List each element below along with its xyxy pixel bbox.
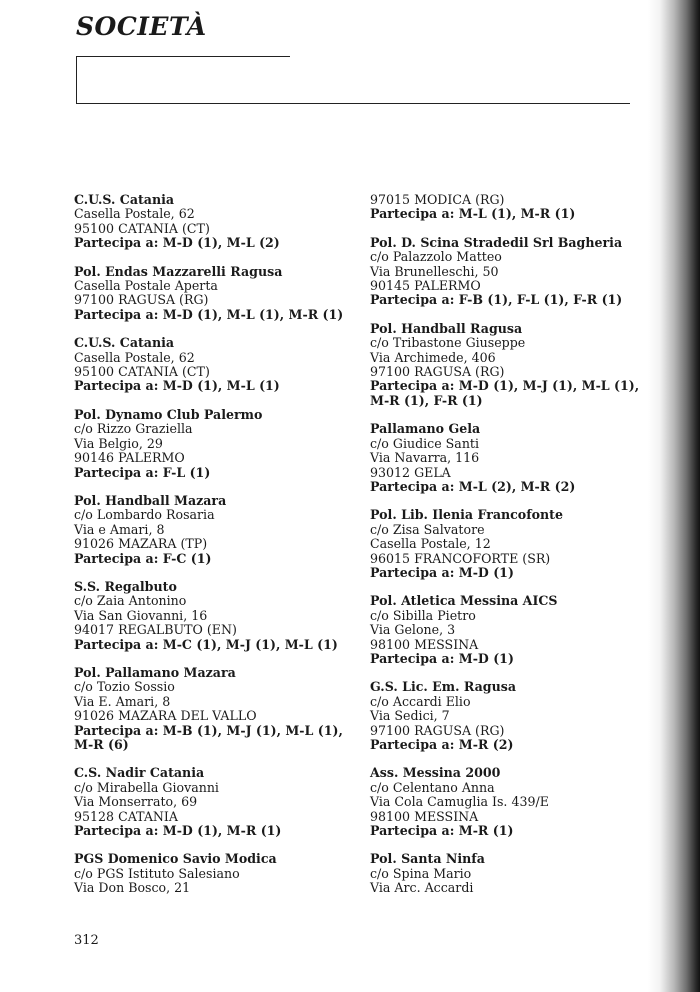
address-line: 90146 PALERMO <box>74 450 185 466</box>
address-line: Casella Postale Aperta <box>74 278 218 294</box>
address-line: c/o Tozio Sossio <box>74 679 175 695</box>
address-line: c/o Palazzolo Matteo <box>370 249 502 265</box>
binding-shadow <box>648 0 700 992</box>
address-line: 95128 CATANIA <box>74 808 179 824</box>
address-line: Via e Amari, 8 <box>74 521 165 537</box>
header-bottom-rule <box>76 103 630 104</box>
address-line: 95100 CATANIA (CT) <box>74 220 210 236</box>
participation-line: Partecipa a: M-D (1) <box>370 650 514 666</box>
society-entry <box>370 680 642 752</box>
address-line: Via Arc. Accardi <box>370 880 474 896</box>
participation-line: Partecipa a: M-C (1), M-J (1), M-L (1) <box>74 636 338 652</box>
society-name: Pol. Handball Mazara <box>74 492 227 508</box>
address-line: 97100 RAGUSA (RG) <box>370 722 505 738</box>
address-line: c/o Sibilla Pietro <box>370 607 476 623</box>
address-line: c/o Zisa Salvatore <box>370 521 485 537</box>
page-number: 312 <box>74 933 99 948</box>
address-line: 96015 FRANCOFORTE (SR) <box>370 550 551 566</box>
society-entry <box>74 336 364 394</box>
society-entry <box>74 494 364 566</box>
participation-line: Partecipa a: M-B (1), M-J (1), M-L (1), M-R (6) <box>74 722 343 752</box>
society-entry <box>74 666 364 752</box>
society-entry <box>370 322 642 408</box>
address-line: c/o Mirabella Giovanni <box>74 779 219 795</box>
address-line: Via Sedici, 7 <box>370 708 450 724</box>
page-title: SOCIETÀ <box>76 12 207 41</box>
participation-line: Partecipa a: M-L (2), M-R (2) <box>370 478 576 494</box>
address-line: Via Brunelleschi, 50 <box>370 263 499 279</box>
address-line: c/o Giudice Santi <box>370 435 480 451</box>
participation-line: Partecipa a: M-D (1), M-R (1) <box>74 823 282 839</box>
address-line: Via Gelone, 3 <box>370 622 456 638</box>
header-left-rule <box>76 56 77 104</box>
participation-line: Partecipa a: M-L (1), M-R (1) <box>370 206 576 222</box>
society-name: Ass. Messina 2000 <box>370 765 501 781</box>
society-name: G.S. Lic. Em. Ragusa <box>370 679 517 695</box>
society-entry <box>74 265 364 323</box>
participation-line: Partecipa a: M-R (2) <box>370 737 514 752</box>
address-line: c/o Zaia Antonino <box>74 593 187 609</box>
address-line: 93012 GELA <box>370 464 451 480</box>
address-line: c/o PGS Istituto Salesiano <box>74 865 240 881</box>
participation-line: Partecipa a: M-D (1), M-L (2) <box>74 235 280 251</box>
address-line: 94017 REGALBUTO (EN) <box>74 622 237 638</box>
society-name: Pol. Pallamano Mazara <box>74 664 236 680</box>
participation-line: Partecipa a: M-D (1), M-L (1), M-R (1) <box>74 306 344 322</box>
society-name: S.S. Regalbuto <box>74 578 177 594</box>
address-line: 91026 MAZARA DEL VALLO <box>74 708 257 724</box>
society-entry <box>74 766 364 838</box>
address-line: Via E. Amari, 8 <box>74 693 171 709</box>
society-entry <box>370 508 642 580</box>
address-line: 95100 CATANIA (CT) <box>74 364 210 380</box>
society-entry <box>74 193 364 251</box>
society-entry <box>74 852 364 895</box>
participation-line: Partecipa a: F-C (1) <box>74 550 212 566</box>
address-line: 97015 MODICA (RG) <box>370 192 505 207</box>
address-line: 91026 MAZARA (TP) <box>74 536 208 552</box>
address-line: c/o Tribastone Giuseppe <box>370 335 526 351</box>
society-name: C.U.S. Catania <box>74 192 175 207</box>
society-name: Pol. Handball Ragusa <box>370 320 523 336</box>
address-line: Casella Postale, 62 <box>74 349 195 365</box>
right-column <box>370 193 642 910</box>
society-name: Pol. Santa Ninfa <box>370 851 485 867</box>
address-line: 98100 MESSINA <box>370 808 479 824</box>
address-line: Via Archimede, 406 <box>370 349 496 365</box>
address-line: Via Belgio, 29 <box>74 435 163 451</box>
society-entry <box>74 408 364 480</box>
society-name: Pol. Atletica Messina AICS <box>370 593 558 609</box>
address-line: Casella Postale, 62 <box>74 206 195 222</box>
participation-line: Partecipa a: M-D (1), M-J (1), M-L (1), M-R (1), F-R (1) <box>370 378 640 408</box>
header-frame <box>76 56 630 104</box>
society-entry <box>370 594 642 666</box>
society-name: Pol. Endas Mazzarelli Ragusa <box>74 263 283 279</box>
society-name: Pol. Dynamo Club Palermo <box>74 406 263 422</box>
society-name: Pol. D. Scina Stradedil Srl Bagheria <box>370 234 623 250</box>
address-line: c/o Lombardo Rosaria <box>74 507 215 523</box>
address-line: 97100 RAGUSA (RG) <box>370 364 505 380</box>
participation-line: Partecipa a: M-D (1), M-L (1) <box>74 378 280 394</box>
society-name: Pol. Lib. Ilenia Francofonte <box>370 507 564 523</box>
address-line: 98100 MESSINA <box>370 636 479 652</box>
address-line: Via San Giovanni, 16 <box>74 607 208 623</box>
participation-line: Partecipa a: F-L (1) <box>74 464 211 480</box>
society-entry <box>370 422 642 494</box>
society-name: C.U.S. Catania <box>74 335 175 351</box>
left-column <box>74 193 364 910</box>
society-name: PGS Domenico Savio Modica <box>74 851 277 867</box>
society-entry <box>370 852 642 895</box>
society-name: Pallamano Gela <box>370 421 481 437</box>
address-line: Casella Postale, 12 <box>370 536 491 552</box>
society-name: C.S. Nadir Catania <box>74 765 205 781</box>
participation-line: Partecipa a: M-D (1) <box>370 564 514 580</box>
participation-line: Partecipa a: M-R (1) <box>370 823 514 839</box>
address-line: c/o Rizzo Graziella <box>74 421 193 437</box>
society-entry <box>370 193 642 222</box>
society-entry <box>370 766 642 838</box>
address-line: c/o Celentano Anna <box>370 779 495 795</box>
society-entry <box>74 580 364 652</box>
address-line: 97100 RAGUSA (RG) <box>74 292 209 308</box>
address-line: c/o Accardi Elio <box>370 693 471 709</box>
address-line: Via Monserrato, 69 <box>74 794 198 810</box>
participation-line: Partecipa a: F-B (1), F-L (1), F-R (1) <box>370 292 623 308</box>
address-line: Via Navarra, 116 <box>370 450 480 466</box>
address-line: 90145 PALERMO <box>370 278 481 294</box>
address-line: Via Cola Camuglia Is. 439/E <box>370 794 549 810</box>
address-line: Via Don Bosco, 21 <box>74 880 191 896</box>
society-entry <box>370 236 642 308</box>
header-top-rule <box>76 56 290 57</box>
address-line: c/o Spina Mario <box>370 865 472 881</box>
